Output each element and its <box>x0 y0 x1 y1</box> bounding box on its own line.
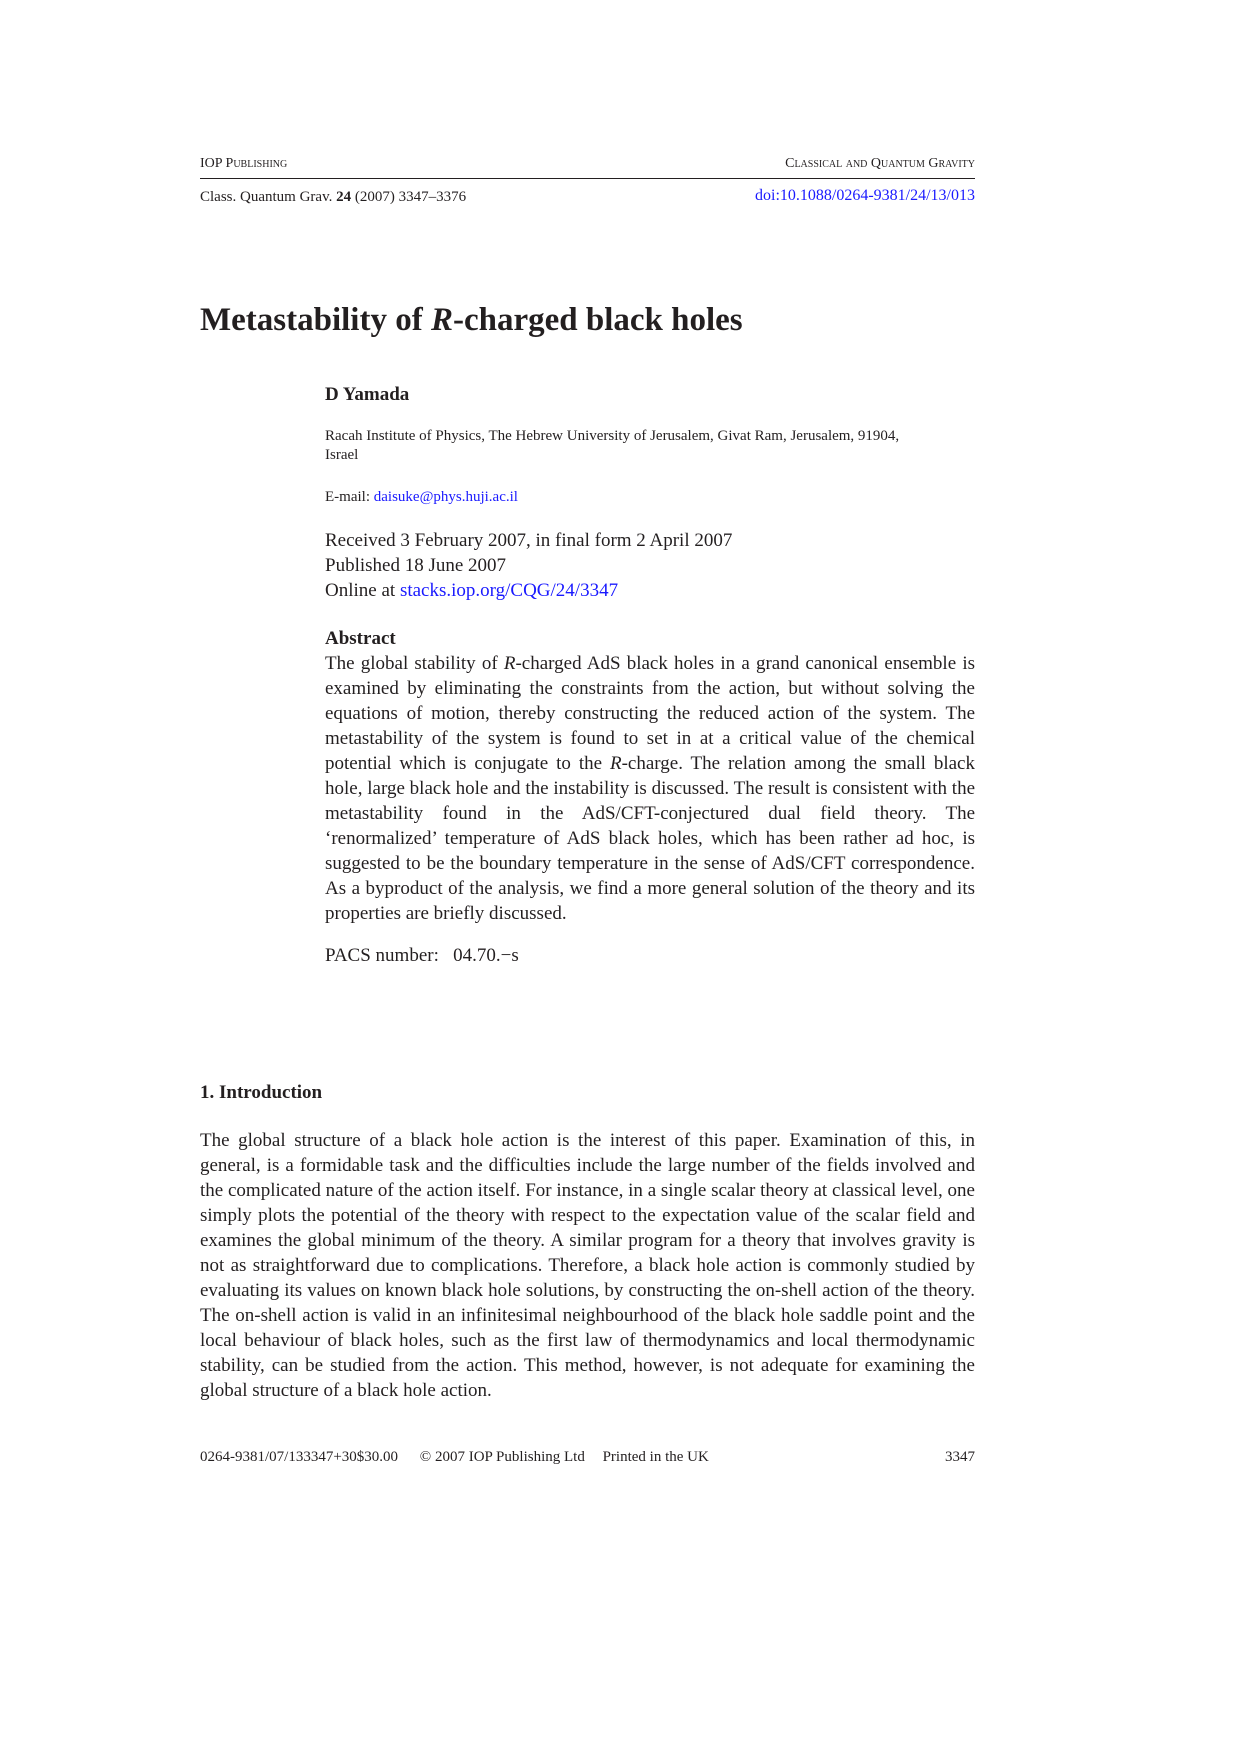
pacs-row <box>325 943 519 968</box>
email-row <box>325 488 518 507</box>
paper-title <box>200 300 743 340</box>
abstract-italic-2: R <box>610 753 622 774</box>
citation-suffix: (2007) 3347–3376 <box>351 189 467 205</box>
citation-volume: 24 <box>336 189 352 205</box>
journal-name: Classical and Quantum Gravity <box>785 156 975 171</box>
title-prefix: Metastability of <box>200 302 431 338</box>
abstract-italic-1: R <box>503 653 516 674</box>
pacs-label: PACS number: <box>325 945 439 966</box>
email-link[interactable]: daisuke@phys.huji.ac.il <box>373 489 518 505</box>
publisher-name: IOP Publishing <box>200 156 288 171</box>
footer-copyright: © 2007 IOP Publishing Ltd <box>419 1449 585 1465</box>
abstract-body <box>325 651 975 926</box>
abstract-text-3: -charge. The relation among the small black hole, large black hole and the instability is discussed. The result is consistent with the metastability found in the AdS/CFT-conjectured dual field theory. The ‘renormalized’ temperature of AdS black holes, which has been rather ad hoc, is suggested to be the boundary temperature in the sense of AdS/CFT correspondence. As a byproduct of the analysis, we find a more general solution of the theory and its properties are briefly discussed. <box>325 753 975 924</box>
abstract-text-1: The global stability of <box>325 653 504 674</box>
footer-printed: Printed in the UK <box>602 1449 709 1465</box>
footer-code: 0264-9381/07/133347+30$30.00 <box>200 1449 399 1465</box>
email-label: E-mail: <box>325 489 370 505</box>
page-number: 3347 <box>945 1449 975 1465</box>
abstract-text-2: -charged AdS black holes in a grand canonical ensemble is examined by eliminating the constraints from the action, but without solving the equations of motion, thereby constructing the reduced action of the system. The metastability of the system is found to set in at a critical value of the chemical potential which is conjugate to the <box>325 653 975 774</box>
doi-link[interactable]: doi:10.1088/0264-9381/24/13/013 <box>755 187 975 204</box>
received-date: Received 3 February 2007, in final form 2 April 2007 <box>325 530 733 551</box>
online-label: Online at <box>325 580 400 601</box>
abstract-heading: Abstract <box>325 628 396 649</box>
citation <box>200 188 466 206</box>
title-suffix: -charged black holes <box>452 302 743 338</box>
running-header-journal <box>785 155 975 173</box>
online-link[interactable]: stacks.iop.org/CQG/24/3347 <box>399 580 619 601</box>
pacs-value: 04.70.−s <box>453 945 519 966</box>
title-italic: R <box>430 302 453 338</box>
affiliation-line-2: Israel <box>325 447 359 463</box>
affiliation-line-1: Racah Institute of Physics, The Hebrew University of Jerusalem, Givat Ram, Jerusalem, 91904, <box>325 428 900 444</box>
running-header-publisher <box>200 155 287 173</box>
header-rule <box>200 178 975 179</box>
footer <box>200 1449 709 1466</box>
abstract <box>325 626 975 926</box>
section-heading: 1. Introduction <box>200 1082 323 1103</box>
online-row <box>325 578 975 603</box>
dates-block <box>325 528 975 603</box>
published-date: Published 18 June 2007 <box>325 555 507 576</box>
citation-prefix: Class. Quantum Grav. <box>200 189 337 205</box>
affiliation <box>325 427 975 465</box>
author-name: D Yamada <box>325 384 410 405</box>
section-body: The global structure of a black hole action is the interest of this paper. Examination of this, in general, is a formidable task and the difficulties include the large number of the fields involved and the complicated nature of the action itself. For instance, in a single scalar theory at classical level, one simply plots the potential of the theory with respect to the expectation value of the scalar field and examines the global minimum of the theory. A similar program for a theory that involves gravity is not as straightforward due to complications. Therefore, a black hole action is commonly studied by evaluating its values on known black hole solutions, by constructing the on-shell action of the theory. The on-shell action is valid in an infinitesimal neighbourhood of the black hole saddle point and the local behaviour of black holes, such as the first law of thermodynamics and local thermodynamic stability, can be studied from the action. This method, however, is not adequate for examining the global structure of a black hole action. <box>200 1130 975 1401</box>
